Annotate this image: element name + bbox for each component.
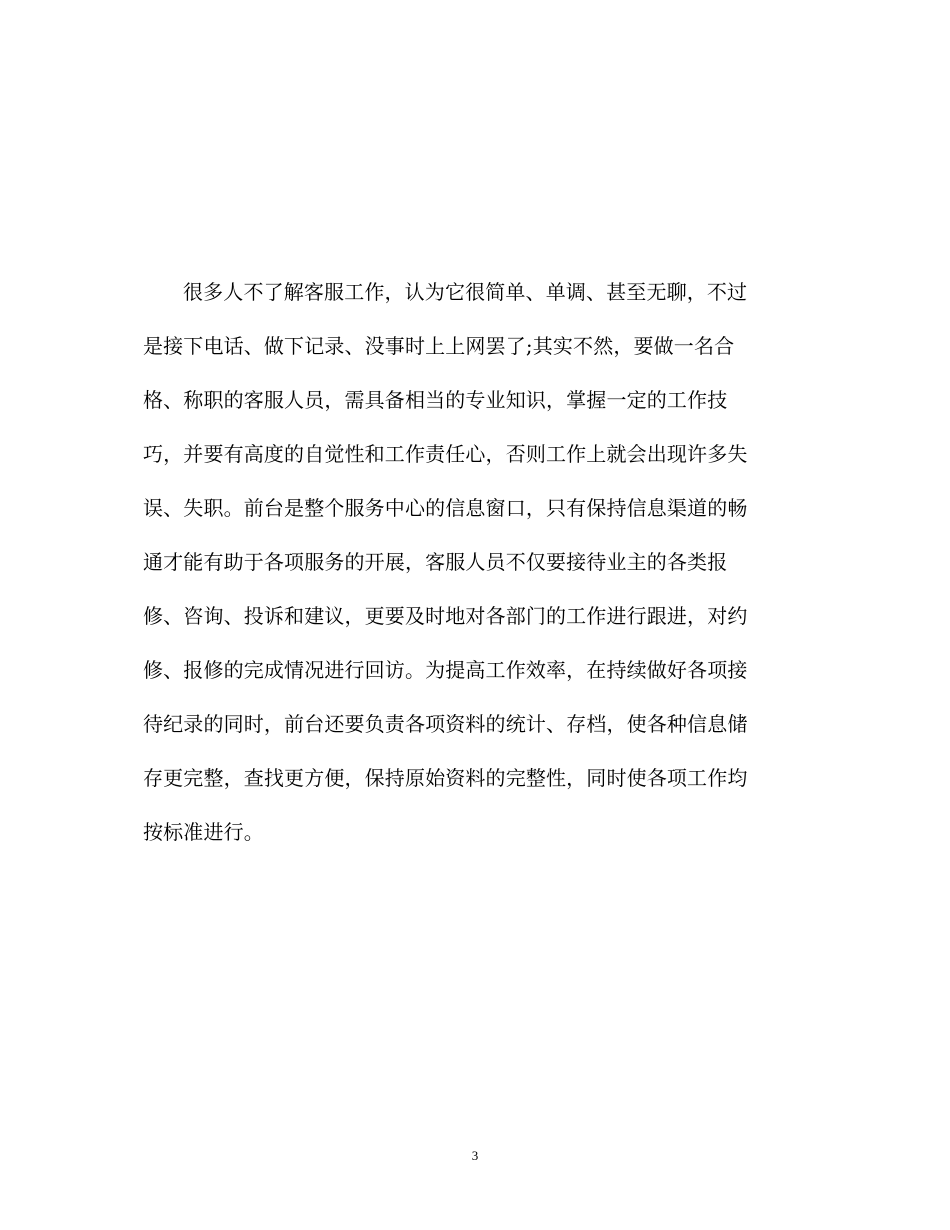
paragraph-line: 是接下电话、做下记录、没事时上上网罢了;其实不然，要做一名合 — [143, 334, 735, 358]
paragraph-line: 存更完整，查找更方便，保持原始资料的完整性，同时使各项工作均 — [143, 766, 748, 790]
paragraph-line: 按标准进行。 — [143, 820, 264, 844]
paragraph-line: 通才能有助于各项服务的开展，客服人员不仅要接待业主的各类报 — [143, 550, 728, 574]
body-paragraph — [143, 265, 803, 859]
page-number: 3 — [471, 1148, 479, 1163]
paragraph-line: 修、报修的完成情况进行回访。为提高工作效率，在持续做好各项接 — [143, 658, 748, 682]
paragraph-line: 误、失职。前台是整个服务中心的信息窗口，只有保持信息渠道的畅 — [143, 496, 748, 520]
paragraph-line: 很多人不了解客服工作，认为它很简单、单调、甚至无聊，不过 — [183, 280, 748, 304]
paragraph-line: 格、称职的客服人员，需具备相当的专业知识，掌握一定的工作技 — [143, 388, 728, 412]
paragraph-line: 修、咨询、投诉和建议，更要及时地对各部门的工作进行跟进，对约 — [143, 604, 748, 628]
paragraph-line: 巧，并要有高度的自觉性和工作责任心，否则工作上就会出现许多失 — [143, 442, 748, 466]
paragraph-line: 待纪录的同时，前台还要负责各项资料的统计、存档，使各种信息储 — [143, 712, 748, 736]
